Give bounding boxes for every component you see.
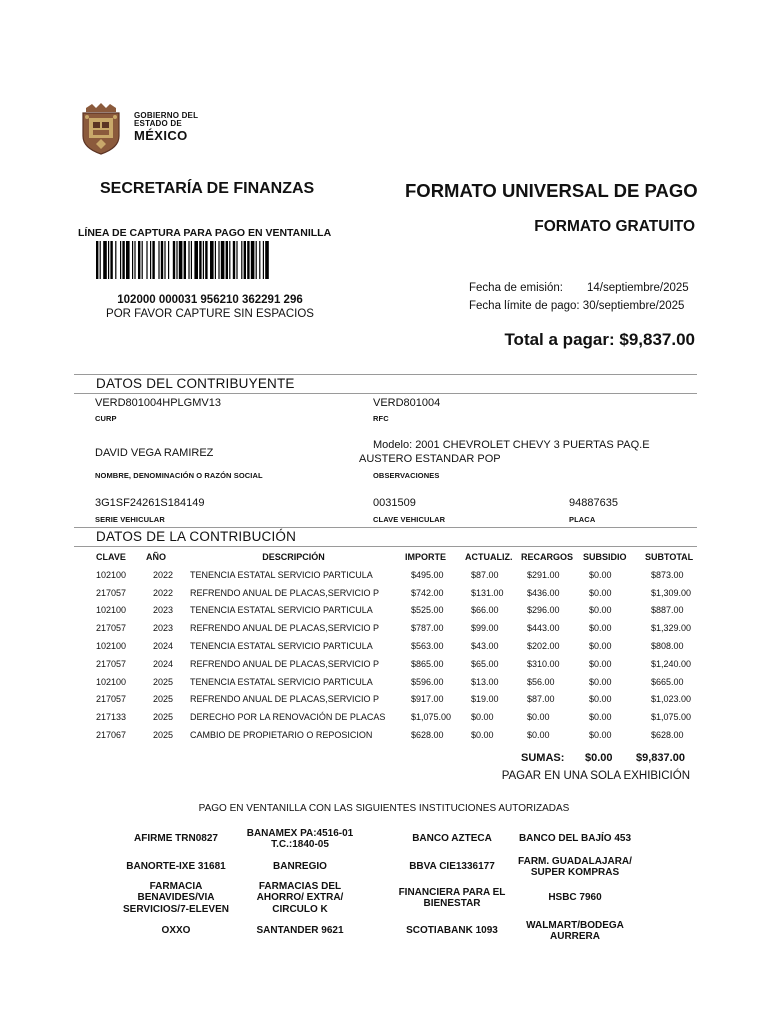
cell-importe: $563.00 [411, 641, 444, 652]
institucion-item: SANTANDER 9621 [256, 925, 344, 936]
barcode-bar [108, 241, 109, 279]
placa-label: PLACA [569, 515, 596, 524]
cell-clave: 217057 [96, 694, 127, 705]
barcode-bar [132, 241, 133, 279]
institucion-item: FINANCIERA PARA EL BIENESTAR [398, 886, 506, 909]
table-row [94, 637, 707, 655]
barcode-bar [229, 241, 230, 279]
barcode-bar [146, 241, 147, 279]
institucion-item: BANAMEX PA:4516-01 T.C.:1840-05 [246, 827, 354, 850]
cell-anio: 2025 [153, 676, 174, 687]
cell-clave: 217067 [96, 730, 127, 741]
cell-descripcion: DERECHO POR LA RENOVACIÓN DE PLACAS [190, 712, 386, 723]
institucion-item: BANREGIO [273, 861, 327, 872]
barcode-bar [218, 241, 219, 279]
institucion-item: FARMACIA BENAVIDES/VIA SERVICIOS/7-ELEVEN [123, 880, 229, 915]
barcode-bar [96, 241, 98, 279]
cell-actualiz: $0.00 [471, 712, 494, 723]
table-row [94, 673, 707, 691]
col-header-descripcion: DESCRIPCIÓN [262, 552, 325, 562]
cell-anio: 2024 [153, 641, 174, 652]
fecha-emision-label: Fecha de emisión: [469, 282, 563, 294]
instituciones-title: PAGO EN VENTANILLA CON LAS SIGUIENTES INSTITUCIONES AUTORIZADAS [198, 803, 570, 814]
cell-importe: $525.00 [411, 605, 444, 616]
barcode-bar [152, 241, 154, 279]
sumas-total: $9,837.00 [636, 752, 685, 764]
institucion-item: FARMACIAS DEL AHORRO/ EXTRA/ CIRCULO K [256, 880, 344, 915]
cell-subsidio: $0.00 [589, 605, 612, 616]
institucion-item: SCOTIABANK 1093 [406, 925, 498, 936]
cell-recargos: $291.00 [527, 569, 560, 580]
institucion-item: BANORTE-IXE 31681 [126, 861, 226, 872]
cell-actualiz: $19.00 [471, 694, 499, 705]
fecha-limite-label: Fecha límite de pago: [469, 300, 580, 312]
section-title-contribucion: DATOS DE LA CONTRIBUCIÓN [96, 529, 297, 544]
cell-recargos: $87.00 [527, 694, 555, 705]
cell-descripcion: TENENCIA ESTATAL SERVICIO PARTICULA [190, 569, 373, 580]
cell-anio: 2025 [153, 694, 174, 705]
col-header-clave: CLAVE [96, 552, 126, 562]
nombre-label: NOMBRE, DENOMINACIÓN O RAZÓN SOCIAL [95, 471, 263, 480]
cell-recargos: $202.00 [527, 641, 560, 652]
cell-actualiz: $43.00 [471, 641, 499, 652]
section-title-contribuyente: DATOS DEL CONTRIBUYENTE [96, 376, 295, 391]
placa-value: 94887635 [569, 497, 618, 509]
barcode-bar [233, 241, 235, 279]
cell-actualiz: $87.00 [471, 569, 499, 580]
rfc-value: VERD801004 [373, 397, 441, 409]
cell-importe: $787.00 [411, 623, 444, 634]
cell-subtotal: $1,329.00 [651, 623, 692, 634]
table-row [94, 655, 707, 673]
barcode-bar [244, 241, 246, 279]
institucion-item: WALMART/BODEGA AURRERA [526, 919, 624, 942]
logo-line-2: ESTADO DE [134, 119, 182, 129]
barcode-bar [263, 241, 264, 279]
cell-actualiz: $65.00 [471, 658, 499, 669]
cell-clave: 102100 [96, 641, 127, 652]
logo-line-3: MÉXICO [134, 127, 188, 143]
fecha-emision-value: 14/septiembre/2025 [587, 282, 689, 294]
barcode-bar [191, 241, 192, 279]
cell-clave: 217057 [96, 658, 127, 669]
col-header-anio: AÑO [146, 552, 166, 562]
cell-actualiz: $99.00 [471, 623, 499, 634]
cell-subsidio: $0.00 [589, 676, 612, 687]
table-header-row [94, 548, 707, 566]
cell-clave: 217133 [96, 712, 127, 723]
barcode-bar [205, 241, 207, 279]
fecha-limite-row [469, 300, 684, 312]
col-header-subtotal: SUBTOTAL [645, 552, 694, 562]
barcode-bar [226, 241, 228, 279]
barcode-bar [115, 241, 116, 279]
barcode-image [96, 241, 324, 279]
clave-vehicular-label: CLAVE VEHICULAR [373, 515, 446, 524]
barcode-bar [265, 241, 269, 279]
cell-importe: $917.00 [411, 694, 444, 705]
clave-vehicular-value: 0031509 [373, 497, 416, 509]
cell-subtotal: $665.00 [651, 676, 684, 687]
fecha-limite-value: 30/septiembre/2025 [582, 300, 685, 312]
institucion-item: AFIRME TRN0827 [134, 833, 218, 844]
cell-descripcion: REFRENDO ANUAL DE PLACAS,SERVICIO P [190, 694, 380, 705]
table-row [94, 619, 707, 637]
cell-subtotal: $873.00 [651, 569, 684, 580]
cell-subsidio: $0.00 [589, 641, 612, 652]
institucion-item: BANCO DEL BAJÍO 453 [518, 833, 632, 844]
barcode-bar [158, 241, 159, 279]
barcode-bar [210, 241, 214, 279]
cell-recargos: $56.00 [527, 676, 555, 687]
barcode-bar [103, 241, 107, 279]
table-row [94, 708, 707, 726]
cell-importe: $865.00 [411, 658, 444, 669]
barcode-bar [188, 241, 189, 279]
observaciones-label: OBSERVACIONES [373, 471, 440, 480]
cell-subtotal: $808.00 [651, 641, 684, 652]
cell-importe: $1,075.00 [411, 712, 452, 723]
cell-descripcion: REFRENDO ANUAL DE PLACAS,SERVICIO P [190, 587, 380, 598]
barcode-bar [247, 241, 249, 279]
cell-importe: $628.00 [411, 730, 444, 741]
cell-subtotal: $887.00 [651, 605, 684, 616]
cell-subsidio: $0.00 [589, 712, 612, 723]
barcode-bar [179, 241, 183, 279]
table-row [94, 691, 707, 709]
barcode-bar [221, 241, 225, 279]
cell-descripcion: REFRENDO ANUAL DE PLACAS,SERVICIO P [190, 623, 380, 634]
curp-value: VERD801004HPLGMV13 [95, 397, 221, 409]
cell-actualiz: $66.00 [471, 605, 499, 616]
barcode-bar [176, 241, 177, 279]
contribucion-rows [94, 566, 707, 744]
document-subtitle: FORMATO GRATUITO [534, 218, 695, 235]
col-header-actualiz: ACTUALIZ. [465, 552, 513, 562]
pagar-una-exhibicion: PAGAR EN UNA SOLA EXHIBICIÓN [501, 770, 690, 782]
logo-text [134, 112, 198, 142]
institucion-item: FARM. GUADALAJARA/ SUPER KOMPRAS [518, 855, 632, 878]
cell-recargos: $310.00 [527, 658, 560, 669]
cell-descripcion: REFRENDO ANUAL DE PLACAS,SERVICIO P [190, 658, 380, 669]
cell-descripcion: CAMBIO DE PROPIETARIO O REPOSICION [190, 730, 373, 741]
cell-subsidio: $0.00 [589, 658, 612, 669]
cell-anio: 2023 [153, 605, 174, 616]
cell-anio: 2022 [153, 569, 174, 580]
divider [74, 546, 697, 547]
serie-vehicular-label: SERIE VEHICULAR [95, 515, 165, 524]
cell-importe: $495.00 [411, 569, 444, 580]
cell-anio: 2023 [153, 623, 174, 634]
barcode-bar [184, 241, 186, 279]
cell-recargos: $436.00 [527, 587, 560, 598]
col-header-importe: IMPORTE [405, 552, 447, 562]
barcode-bar [126, 241, 130, 279]
observaciones-value: Modelo: 2001 CHEVROLET CHEVY 3 PUERTAS PAQ.E AUSTERO ESTANDAR POP [359, 439, 650, 465]
barcode-bar [122, 241, 124, 279]
barcode-bar [110, 241, 112, 279]
curp-label: CURP [95, 414, 117, 423]
captura-hint: POR FAVOR CAPTURE SIN ESPACIOS [106, 308, 314, 320]
cell-descripcion: TENENCIA ESTATAL SERVICIO PARTICULA [190, 605, 373, 616]
cell-recargos: $296.00 [527, 605, 560, 616]
barcode-bar [100, 241, 101, 279]
barcode-bar [120, 241, 121, 279]
institucion-item: HSBC 7960 [548, 892, 602, 903]
cell-descripcion: TENENCIA ESTATAL SERVICIO PARTICULA [190, 676, 373, 687]
sumas-subsidio: $0.00 [585, 752, 613, 764]
cell-anio: 2022 [153, 587, 174, 598]
barcode-bar [251, 241, 255, 279]
col-header-recargos: RECARGOS [521, 552, 574, 562]
cell-subsidio: $0.00 [589, 694, 612, 705]
cell-anio: 2024 [153, 658, 174, 669]
divider [74, 393, 697, 394]
captura-label: LÍNEA DE CAPTURA PARA PAGO EN VENTANILLA [78, 227, 332, 239]
barcode-bar [134, 241, 135, 279]
barcode-bar [236, 241, 237, 279]
cell-actualiz: $13.00 [471, 676, 499, 687]
cell-importe: $596.00 [411, 676, 444, 687]
cell-recargos: $0.00 [527, 730, 550, 741]
fecha-emision-row [469, 282, 689, 294]
document-title: FORMATO UNIVERSAL DE PAGO [405, 180, 698, 201]
cell-descripcion: TENENCIA ESTATAL SERVICIO PARTICULA [190, 641, 373, 652]
barcode-bar [241, 241, 242, 279]
barcode-bar [199, 241, 201, 279]
secretaria-title: SECRETARÍA DE FINANZAS [100, 180, 315, 197]
institucion-item: BBVA CIE1336177 [409, 861, 495, 872]
cell-subtotal: $1,309.00 [651, 587, 692, 598]
table-row [94, 584, 707, 602]
cell-clave: 102100 [96, 605, 127, 616]
sumas-label: SUMAS: [521, 752, 565, 764]
total-a-pagar: Total a pagar: $9,837.00 [504, 330, 695, 349]
logo-gobierno-edomex [78, 100, 208, 156]
cell-clave: 217057 [96, 587, 127, 598]
table-row [94, 566, 707, 584]
cell-subtotal: $628.00 [651, 730, 684, 741]
table-row [94, 726, 707, 744]
cell-clave: 102100 [96, 569, 127, 580]
cell-subtotal: $1,240.00 [651, 658, 692, 669]
table-row [94, 602, 707, 620]
barcode-bar [194, 241, 198, 279]
barcode-bar [215, 241, 216, 279]
barcode-bar [259, 241, 260, 279]
coat-of-arms-icon [78, 102, 124, 156]
rfc-label: RFC [373, 414, 389, 423]
cell-subsidio: $0.00 [589, 569, 612, 580]
cell-subtotal: $1,075.00 [651, 712, 692, 723]
captura-number: 102000 000031 956210 362291 296 [117, 294, 303, 306]
barcode-bar [164, 241, 165, 279]
cell-clave: 102100 [96, 676, 127, 687]
institucion-item: OXXO [161, 925, 191, 936]
cell-anio: 2025 [153, 712, 174, 723]
divider [74, 527, 697, 528]
contribucion-table [94, 548, 707, 744]
cell-recargos: $443.00 [527, 623, 560, 634]
cell-subsidio: $0.00 [589, 730, 612, 741]
barcode-bar [138, 241, 140, 279]
cell-actualiz: $0.00 [471, 730, 494, 741]
barcode-bar [150, 241, 151, 279]
divider [74, 374, 697, 375]
col-header-subsidio: SUBSIDIO [583, 552, 627, 562]
cell-importe: $742.00 [411, 587, 444, 598]
barcode-bar [256, 241, 257, 279]
cell-anio: 2025 [153, 730, 174, 741]
barcode-bar [203, 241, 204, 279]
barcode-bar [168, 241, 169, 279]
institucion-item: BANCO AZTECA [412, 833, 492, 844]
serie-vehicular-value: 3G1SF24261S184149 [95, 497, 205, 509]
barcode-bar [173, 241, 175, 279]
cell-subsidio: $0.00 [589, 623, 612, 634]
logo-line-1: GOBIERNO DEL [134, 111, 199, 120]
cell-clave: 217057 [96, 623, 127, 634]
barcode-bar [161, 241, 163, 279]
nombre-value: DAVID VEGA RAMIREZ [95, 447, 214, 459]
cell-subtotal: $1,023.00 [651, 694, 692, 705]
barcode-bar [142, 241, 143, 279]
cell-actualiz: $131.00 [471, 587, 504, 598]
cell-subsidio: $0.00 [589, 587, 612, 598]
cell-recargos: $0.00 [527, 712, 550, 723]
